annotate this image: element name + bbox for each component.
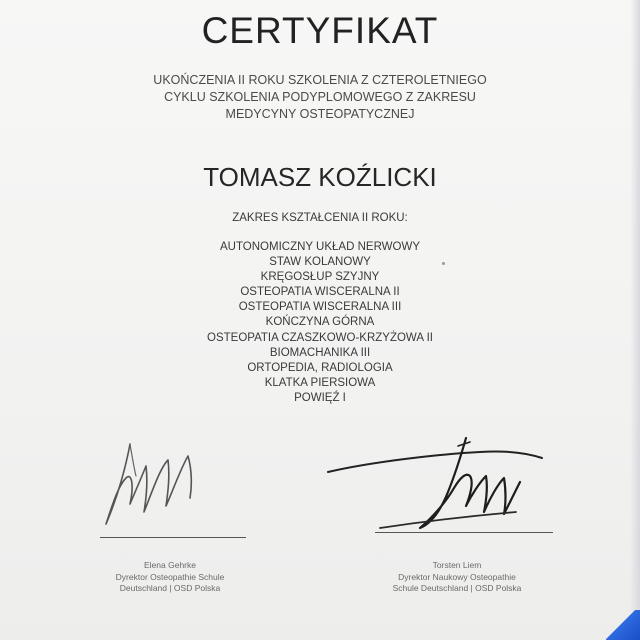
subtitle-line: UKOŃCZENIA II ROKU SZKOLENIA Z CZTEROLETNIEGO <box>153 73 487 87</box>
subtitle-line: MEDYCYNY OSTEOPATYCZNEJ <box>225 107 415 121</box>
topic-item: OSTEOPATIA WISCERALNA II <box>240 286 400 299</box>
signatory-role: Dyrektor Osteopathie Schule <box>115 571 225 582</box>
signatory-name: Torsten Liem <box>432 560 482 570</box>
signatory-org: Schule Deutschland | OSD Polska <box>392 583 522 593</box>
subtitle-line: CYKLU SZKOLENIA PODYPLOMOWEGO Z ZAKRESU <box>164 90 476 104</box>
certificate-title: CERTYFIKAT <box>201 10 439 51</box>
topic-item: POWIĘŹ I <box>294 391 346 404</box>
topic-item: BIOMACHANIKA III <box>269 346 371 359</box>
recipient-name: TOMASZ KOŹLICKI <box>203 162 437 192</box>
topic-item: KOŃCZYNA GÓRNA <box>265 316 375 329</box>
certificate-subtitle <box>0 72 640 123</box>
signatory-name: Elena Gehrke <box>144 560 196 570</box>
signature-right <box>320 432 550 536</box>
scope-heading: ZAKRES KSZTAŁCENIA II ROKU: <box>232 212 408 224</box>
topic-item: AUTONOMICZNY UKŁAD NERWOWY <box>220 241 420 253</box>
signature-line-right <box>375 532 553 533</box>
signature-left <box>96 426 256 536</box>
signature-line-left <box>100 537 246 538</box>
topic-item: KLATKA PIERSIOWA <box>264 376 376 389</box>
topic-item: OSTEOPATIA CZASZKOWO-KRZYŻOWA II <box>207 331 433 344</box>
signatory-left <box>70 560 270 595</box>
topic-item: ORTOPEDIA, RADIOLOGIA <box>247 361 393 374</box>
signatory-org: Deutschland | OSD Polska <box>119 583 221 593</box>
paper-speck <box>442 262 445 265</box>
signatory-role: Dyrektor Naukowy Osteopathie <box>398 571 516 582</box>
topic-item: STAW KOLANOWY <box>269 256 371 269</box>
topic-item: OSTEOPATIA WISCERALNA III <box>238 301 402 314</box>
blue-corner-accent <box>606 610 640 640</box>
signatory-right <box>352 560 562 595</box>
topic-item: KRĘGOSŁUP SZYJNY <box>260 271 380 284</box>
topics-list <box>0 240 640 406</box>
